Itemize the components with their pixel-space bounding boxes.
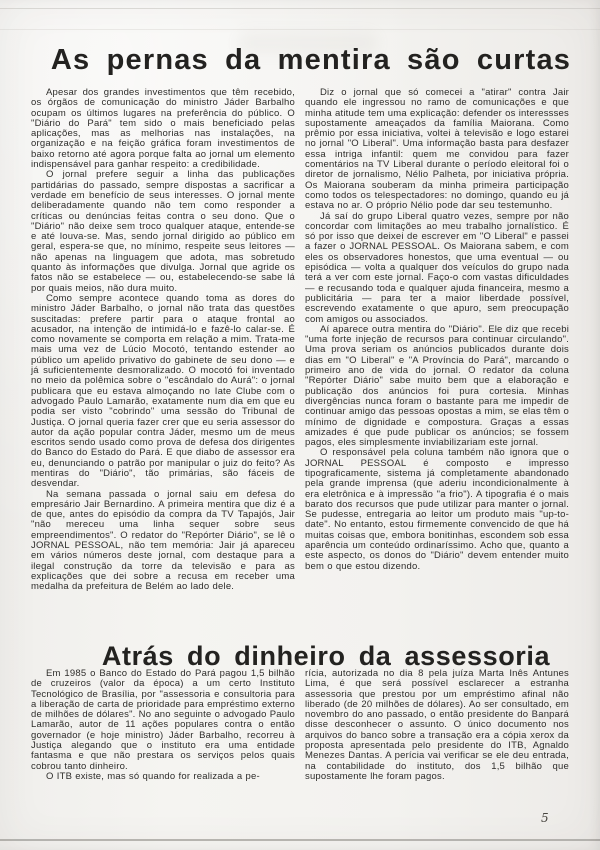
top-rule-primary [0,8,600,9]
article-paragraph: Em 1985 o Banco do Estado do Pará pagou 1,5 bilhão de cruzeiros (valor da época) a um certo Instituto Tecnológico de Brasília, por "assessoria e consultoria para a liberação de carta de prioridade para empréstimo externo de milhões de dólares". No ano seguinte o advogado Paulo Lamarão, autor de 11 ações populares contra o então governador (e hoje ministro) Jáder Barbalho, recorreu à Justiça alegando que o instituto era uma entidade fantasma e que não prestara os serviços pelos quais cobrou tanto dinheiro. [31,668,295,772]
article-paragraph: Na semana passada o jornal saiu em defesa do empresário Jair Bernardino. A primeira mentira que diz é a de que, antes do episódio da compra da TV Tapajós, Jair "não mereceu uma linha sequer sobre seus empreendimentos". O redator do "Repórter Diário", se lê o JORNAL PESSOAL, não tem memória: Jair já apareceu em vários números deste jornal, com destaque para a ilegal construção da torre da televisão e para as explicações que dei sobre a recusa em receber uma medalha da prefeitura de Belém ao lado dele. [31,488,295,593]
article-paragraph: O jornal prefere seguir a linha das publicações partidárias do passado, sempre dispostas a sacrificar a verdade em benefício de seus interesses. O jornal mente deliberadamente quando não tem como responder a críticas ou denúncias feitas contra o seu dono. Que o "Diário" não deixe sem troco qualquer ataque, entende-se e até louva-se. Mas, sendo jornal dirigido ao público em geral, espera-se que, no mínimo, respeite seus leitores — não apenas na linguagem que adota, mas sobretudo quanto às informações que divulga. Jornal que agride os fatos não se estabelece — ou, estabelecendo-se sabe lá por quais meios, não dura muito. [31,169,295,294]
article-column-right [305,669,569,782]
article-columns [31,88,569,593]
article-column-left [31,88,295,593]
article-paragraph: Aí aparece outra mentira do "Diário". Ele diz que recebi "uma forte injeção de recursos para continuar circulando". Uma prova seriam os anúncios publicados durante dois dias em "O Liberal" e "A Província do Pará", marcando o primeiro ano de vida do jornal. O redator da coluna "Repórter Diário" sabe muito bem que a elaboração e publicação dos anúncios foi pura cortesia. Minhas divergências nunca foram o bastante para me impedir de continuar amigo das pessoas opostas a mim, se elas têm o mínimo de dignidade e compostura. Graças a essas amizades é que pude publicar os anúncios; se fossem pagos, eles simplesmente inviabilizariam este jornal. [305,323,569,449]
article-paragraph: Diz o jornal que só comecei a "atirar" contra Jair quando ele ingressou no ramo de comunicações e que minha atitude tem uma explicação: defender os interessses supostamente ameaçados da família Maiorana. Como prêmio por essa iniciativa, voltei à televisão e logo estarei no jornal "O Liberal". Uma informação basta para desfazer essa intriga infantil: quem me convidou para fazer comentários na TV Liberal durante o período eleitoral foi o diretor de jornalismo, Nélio Palheta, por iniciativa própria. Os Maiorana souberam da minha primeira participação como todos os telespectadores: no domingo, quando eu já estava no ar. O próprio Nélio pode dar seu testemunho. [305,87,569,212]
article-column-left [31,669,295,782]
article-paragraph-continuation: rícia, autorizada no dia 8 pela juíza Marta Inês Antunes Lima, é que será possível esclarecer a estranha assessoria que prestou por um empréstimo afinal não liberado (de 20 milhões de dólares). Ao ser consultado, em novembro do ano passado, o então presidente do Banpará disse desconhecer o assunto. O único documento nos arquivos do banco sobre a transação era a cópia xerox da proposta apresentada pelo presidente do ITB, Agnaldo Menezes Dantas. A perícia vai verificar se ele deu entrada, na contabilidade do instituto, dos 1,5 bilhão que supostamente lhe foram pagos. [305,668,569,782]
bottom-rule [0,839,600,841]
article-title: Atrás do dinheiro da assessoria [101,641,551,671]
article-paragraph: O ITB existe, mas só quando for realizada a pe- [46,770,260,782]
article-paragraph: Apesar dos grandes investimentos que têm recebido, os órgãos de comunicação do ministro Jáder Barbalho ocupam os últimos lugares na preferência do público. O "Diário do Pará" tem sido o mais beneficiado pelas aplicações, mas as melhorias nas instalações, na organização e na feição gráfica foram investimentos de baixo retorno até agora porque falta ao jornal um elemento indispensável para ganhar respeito: a credibilidade. [31,87,295,171]
article-paragraph: Como sempre acontece quando toma as dores do ministro Jáder Barbalho, o jornal não trata das questões suscitadas: prefere partir para o ataque frontal ao acusador, na intenção de intimidá-lo e fazê-lo calar-se. É como novamente se comporta em relação a mim. Trata-me mais uma vez de Lúcio Mocotó, tentando estender ao público um apelido privativo do gabinete de seu dono — e já suficientemente desmoralizado. O mocotó foi inventado no meio da polêmica sobre o "escândalo do Aurá": o jornal publicara que eu estava almoçando no Iate Clube com o advogado Paulo Lamarão, exatamente num dia em que eu podia ser visto "cobrindo" uma sessão do Tribunal de Justiça. O jornal queria fazer crer que eu seria assessor do autor da ação popular contra Jáder, mesmo um de meus escritos sendo usado como prova de defesa dos dirigentes do Banco do Estado do Pará. E que diabo de assessor era eu, denunciando o patrão por manipular o juiz do feito? As mentiras do "Diário", tão primárias, são fáceis de desvendar. [31,292,295,490]
article-title: As pernas da mentira são curtas [50,44,572,76]
article-column-right [305,88,569,593]
top-rule-secondary [0,29,600,30]
article-paragraph: Já saí do grupo Liberal quatro vezes, sempre por não concordar com limitações ao meu trabalho jornalístico. É só por isso que deixei de escrever em "O Liberal" e passei a fazer o JORNAL PESSOAL. Os Maiorana sabem, e com eles os observadores honestos, que uma eventual — ou episódica — volta a qualquer dos veículos do grupo nada terá a ver com este jornal. Faço-o com vastas dificuldades — e recusando toda e qualquer ajuda financeira, mesmo a publicitária — para ter a maior liberdade possível, escrevendo exatamente o que apuro, sem preocupação com amigos ou associados. [305,210,569,325]
article-columns [31,669,569,782]
article-paragraph: O responsável pela coluna também não ignora que o JORNAL PESSOAL é composto e impresso tipograficamente, sistema já completamente abandonado pela grande imprensa (que aderiu incondicionalmente à era eletrônica e à impressão "a frio"). A tipografia é o mais barato dos recursos que pude utilizar para manter o jornal. Se pudesse, entregaria ao leitor um produto mais "up-to-date". No entanto, estou firmemente convencido de que há muitas coisas que, embora bonitinhas, escondem sob essa aparência um conteúdo ordinaríssimo. Acho que, quanto a este aspecto, os donos do "Diário" devem entender muito bem o que estou dizendo. [305,447,569,572]
page-number: 5 [541,811,549,825]
